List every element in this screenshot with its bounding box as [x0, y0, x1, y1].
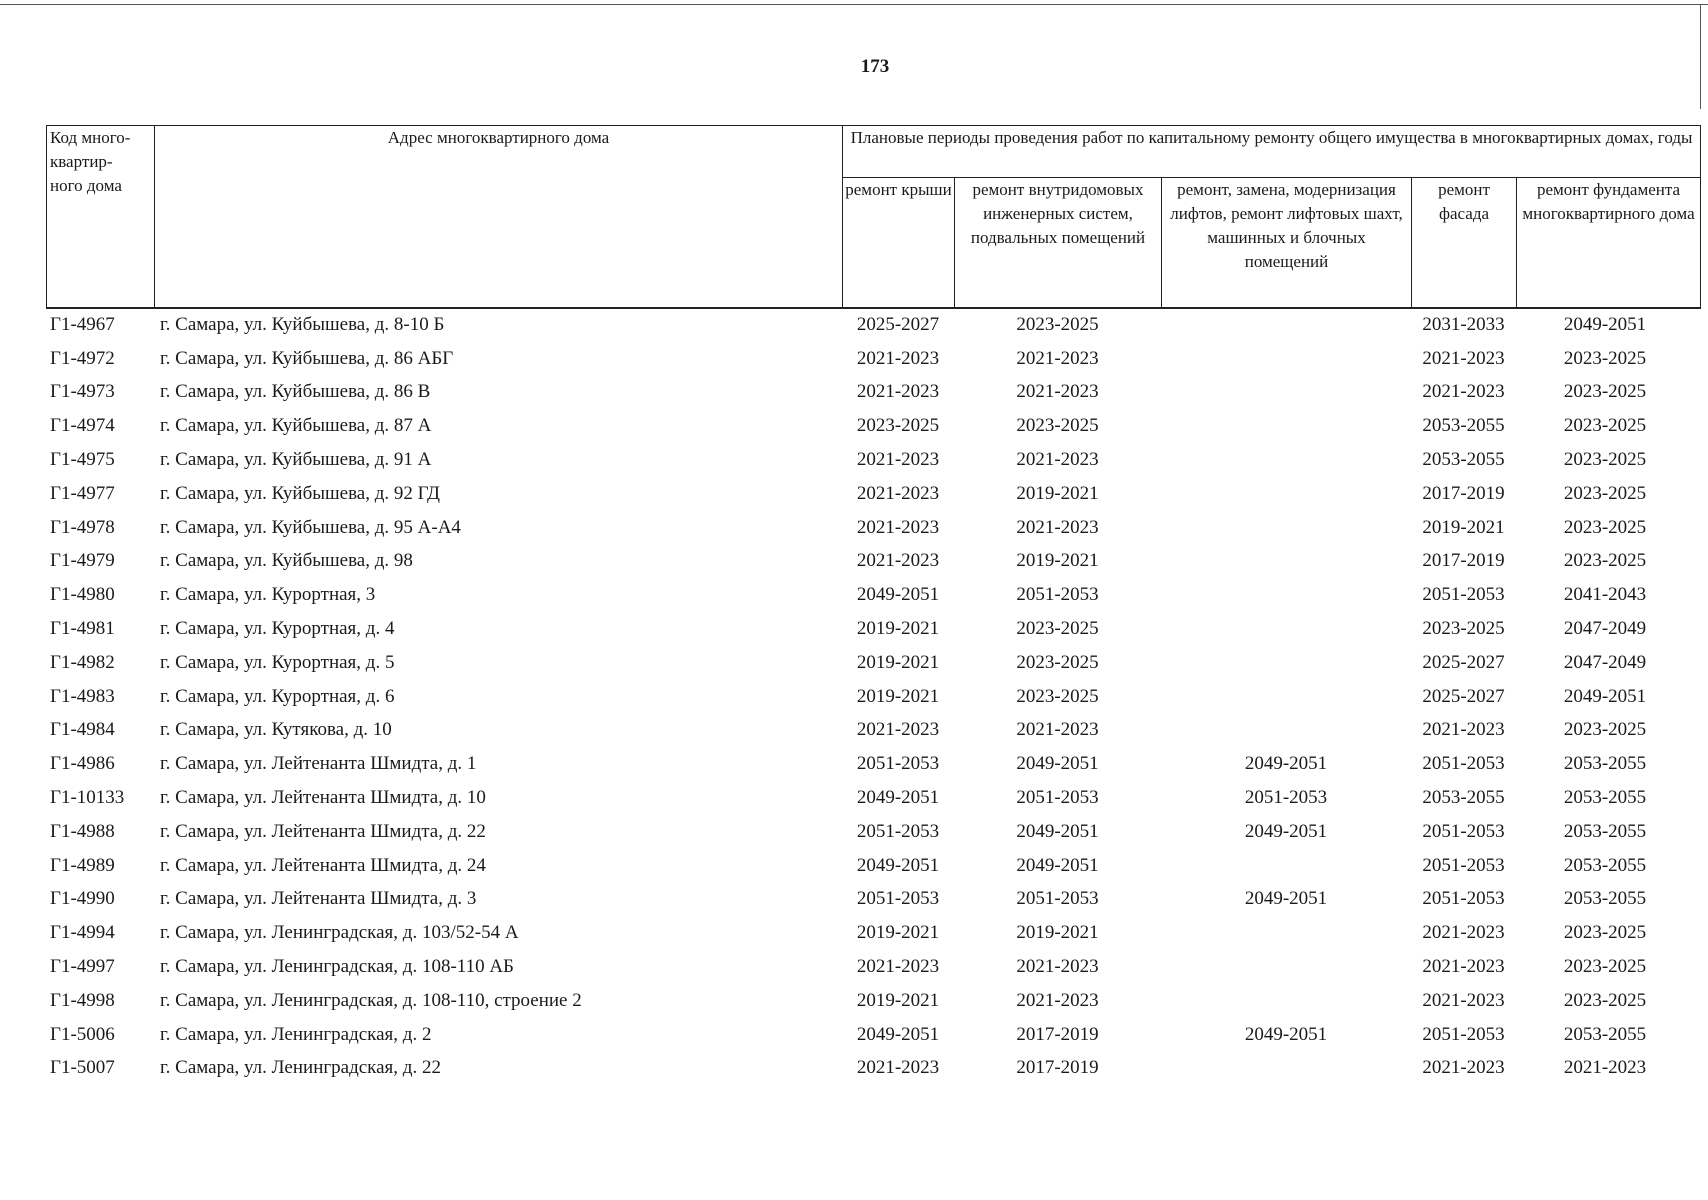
row-engineering: 2023-2025: [1016, 651, 1099, 673]
row-engineering: 2051-2053: [1016, 888, 1099, 910]
row-facade: 2021-2023: [1422, 347, 1505, 369]
row-lifts: 2049-2051: [1244, 753, 1328, 775]
row-code: Г1-4974: [50, 415, 115, 437]
row-address: г. Самара, ул. Лейтенанта Шмидта, д. 24: [160, 854, 486, 876]
row-address: г. Самара, ул. Лейтенанта Шмидта, д. 22: [160, 820, 486, 842]
table-row: [46, 1018, 1700, 1052]
header-facade: [1412, 178, 1517, 308]
row-roof: 2021-2023: [856, 381, 940, 403]
header-code-text: Код много- квартир- ного дома: [50, 128, 131, 195]
row-code: Г1-10133: [50, 787, 125, 809]
row-address: г. Самара, ул. Куйбышева, д. 91 А: [160, 449, 432, 471]
row-facade: 2021-2023: [1422, 381, 1505, 403]
table-body: [46, 308, 1700, 1085]
row-code: Г1-5006: [50, 1023, 115, 1045]
row-lifts: 2049-2051: [1244, 1023, 1328, 1045]
header-engineering-text: ремонт внутридомовых инженерных систем, подвальных помещений: [970, 180, 1146, 247]
header-roof-text: ремонт крыши: [845, 180, 952, 199]
row-address: г. Самара, ул. Куйбышева, д. 87 А: [160, 415, 432, 437]
table-row: [46, 916, 1700, 950]
table-row: [46, 747, 1700, 781]
table-row: [46, 409, 1700, 443]
row-foundation: 2053-2055: [1563, 888, 1647, 910]
table-row: [46, 984, 1700, 1018]
row-roof: 2025-2027: [856, 313, 940, 335]
row-foundation: 2049-2051: [1563, 313, 1647, 335]
row-engineering: 2021-2023: [1016, 719, 1099, 741]
table-row: [46, 781, 1700, 815]
row-address: г. Самара, ул. Курортная, д. 6: [160, 685, 395, 707]
row-roof: 2021-2023: [856, 482, 940, 504]
row-roof: 2021-2023: [856, 347, 940, 369]
table-row: [46, 308, 1700, 342]
row-facade: 2021-2023: [1422, 719, 1505, 741]
row-engineering: 2021-2023: [1016, 347, 1099, 369]
row-facade: 2053-2055: [1422, 415, 1505, 437]
row-facade: 2051-2053: [1422, 820, 1505, 842]
row-roof: 2019-2021: [856, 922, 940, 944]
row-foundation: 2023-2025: [1563, 449, 1647, 471]
table-row: [46, 680, 1700, 714]
row-engineering: 2023-2025: [1016, 313, 1099, 335]
row-foundation: 2021-2023: [1563, 1057, 1647, 1079]
row-foundation: 2023-2025: [1563, 482, 1647, 504]
row-address: г. Самара, ул. Лейтенанта Шмидта, д. 3: [160, 888, 477, 910]
row-foundation: 2047-2049: [1563, 651, 1647, 673]
row-foundation: 2053-2055: [1563, 854, 1647, 876]
header-periods-text: Плановые периоды проведения работ по капитальному ремонту общего имущества в многоквартирных домах, годы: [850, 128, 1693, 147]
row-address: г. Самара, ул. Куйбышева, д. 98: [160, 550, 413, 572]
row-code: Г1-4978: [50, 516, 115, 538]
row-code: Г1-4972: [50, 347, 115, 369]
row-code: Г1-4981: [50, 618, 115, 640]
row-address: г. Самара, ул. Ленинградская, д. 108-110 АБ: [160, 956, 514, 978]
row-roof: 2021-2023: [856, 1057, 940, 1079]
row-facade: 2017-2019: [1422, 482, 1505, 504]
row-foundation: 2041-2043: [1563, 584, 1647, 606]
row-lifts: 2049-2051: [1244, 820, 1328, 842]
table-row: [46, 342, 1700, 376]
header-address-text: Адрес многоквартирного дома: [387, 128, 610, 147]
header-periods: [843, 126, 1701, 178]
row-foundation: 2023-2025: [1563, 381, 1647, 403]
header-engineering: [955, 178, 1162, 308]
row-facade: 2021-2023: [1422, 989, 1505, 1011]
row-foundation: 2023-2025: [1563, 550, 1647, 572]
row-address: г. Самара, ул. Лейтенанта Шмидта, д. 1: [160, 753, 477, 775]
table-row: [46, 815, 1700, 849]
table-row: [46, 646, 1700, 680]
table-row: [46, 950, 1700, 984]
table-row: [46, 477, 1700, 511]
row-foundation: 2023-2025: [1563, 516, 1647, 538]
row-engineering: 2049-2051: [1016, 753, 1099, 775]
row-foundation: 2023-2025: [1563, 989, 1647, 1011]
row-roof: 2051-2053: [856, 820, 940, 842]
table-row: [46, 578, 1700, 612]
row-roof: 2019-2021: [856, 618, 940, 640]
row-facade: 2051-2053: [1422, 854, 1505, 876]
row-engineering: 2023-2025: [1016, 618, 1099, 640]
header-lifts-text: ремонт, замена, модернизация лифтов, ремонт лифтовых шахт, машинных и блочных помещений: [1170, 180, 1403, 271]
row-foundation: 2053-2055: [1563, 753, 1647, 775]
row-address: г. Самара, ул. Курортная, 3: [160, 584, 376, 606]
row-address: г. Самара, ул. Куйбышева, д. 86 В: [160, 381, 431, 403]
header-code: [47, 126, 155, 308]
row-code: Г1-4989: [50, 854, 115, 876]
row-address: г. Самара, ул. Ленинградская, д. 2: [160, 1023, 432, 1045]
row-code: Г1-4984: [50, 719, 115, 741]
table-row: [46, 1052, 1700, 1086]
row-roof: 2019-2021: [856, 989, 940, 1011]
top-border-line: [0, 4, 1708, 5]
row-engineering: 2051-2053: [1016, 787, 1099, 809]
row-address: г. Самара, ул. Лейтенанта Шмидта, д. 10: [160, 787, 486, 809]
row-code: Г1-5007: [50, 1057, 115, 1079]
row-engineering: 2017-2019: [1016, 1057, 1099, 1079]
row-roof: 2021-2023: [856, 516, 940, 538]
row-roof: 2021-2023: [856, 956, 940, 978]
row-address: г. Самара, ул. Ленинградская, д. 108-110, строение 2: [160, 989, 582, 1011]
row-engineering: 2023-2025: [1016, 415, 1099, 437]
header-facade-text: ремонт фасада: [1438, 180, 1490, 223]
row-facade: 2021-2023: [1422, 922, 1505, 944]
row-facade: 2051-2053: [1422, 1023, 1505, 1045]
table-row: [46, 883, 1700, 917]
row-engineering: 2019-2021: [1016, 922, 1099, 944]
row-engineering: 2021-2023: [1016, 989, 1099, 1011]
row-facade: 2051-2053: [1422, 753, 1505, 775]
row-facade: 2053-2055: [1422, 449, 1505, 471]
row-facade: 2021-2023: [1422, 1057, 1505, 1079]
row-roof: 2021-2023: [856, 550, 940, 572]
table-row: [46, 545, 1700, 579]
row-code: Г1-4998: [50, 989, 115, 1011]
header-lifts: [1162, 178, 1412, 308]
row-code: Г1-4990: [50, 888, 115, 910]
row-facade: 2031-2033: [1422, 313, 1505, 335]
row-facade: 2025-2027: [1422, 651, 1505, 673]
row-engineering: 2049-2051: [1016, 820, 1099, 842]
row-engineering: 2051-2053: [1016, 584, 1099, 606]
row-facade: 2051-2053: [1422, 888, 1505, 910]
row-facade: 2017-2019: [1422, 550, 1505, 572]
row-foundation: 2023-2025: [1563, 922, 1647, 944]
row-address: г. Самара, ул. Курортная, д. 5: [160, 651, 395, 673]
row-engineering: 2049-2051: [1016, 854, 1099, 876]
row-foundation: 2023-2025: [1563, 719, 1647, 741]
row-foundation: 2023-2025: [1563, 956, 1647, 978]
row-roof: 2021-2023: [856, 449, 940, 471]
row-engineering: 2019-2021: [1016, 482, 1099, 504]
row-engineering: 2021-2023: [1016, 956, 1099, 978]
row-code: Г1-4977: [50, 482, 115, 504]
row-foundation: 2049-2051: [1563, 685, 1647, 707]
table-row: [46, 443, 1700, 477]
row-roof: 2049-2051: [856, 584, 940, 606]
row-engineering: 2021-2023: [1016, 516, 1099, 538]
row-facade: 2019-2021: [1422, 516, 1505, 538]
row-code: Г1-4975: [50, 449, 115, 471]
row-lifts: 2051-2053: [1244, 787, 1328, 809]
table-row: [46, 849, 1700, 883]
row-roof: 2049-2051: [856, 1023, 940, 1045]
row-foundation: 2023-2025: [1563, 347, 1647, 369]
row-address: г. Самара, ул. Куйбышева, д. 8-10 Б: [160, 313, 445, 335]
table-header: [46, 125, 1701, 309]
row-code: Г1-4979: [50, 550, 115, 572]
row-address: г. Самара, ул. Куйбышева, д. 95 А-А4: [160, 516, 461, 538]
row-facade: 2021-2023: [1422, 956, 1505, 978]
row-address: г. Самара, ул. Ленинградская, д. 103/52-54 А: [160, 922, 519, 944]
row-engineering: 2023-2025: [1016, 685, 1099, 707]
row-code: Г1-4997: [50, 956, 115, 978]
row-foundation: 2023-2025: [1563, 415, 1647, 437]
table-row: [46, 612, 1700, 646]
row-foundation: 2047-2049: [1563, 618, 1647, 640]
row-code: Г1-4982: [50, 651, 115, 673]
row-engineering: 2021-2023: [1016, 449, 1099, 471]
row-foundation: 2053-2055: [1563, 787, 1647, 809]
row-roof: 2049-2051: [856, 854, 940, 876]
right-border-line: [1700, 4, 1701, 109]
row-address: г. Самара, ул. Куйбышева, д. 86 АБГ: [160, 347, 454, 369]
row-roof: 2019-2021: [856, 651, 940, 673]
header-address: [155, 126, 843, 308]
row-code: Г1-4983: [50, 685, 115, 707]
row-roof: 2051-2053: [856, 888, 940, 910]
row-lifts: 2049-2051: [1244, 888, 1328, 910]
row-roof: 2019-2021: [856, 685, 940, 707]
row-address: г. Самара, ул. Куйбышева, д. 92 ГД: [160, 482, 440, 504]
row-code: Г1-4994: [50, 922, 115, 944]
row-code: Г1-4988: [50, 820, 115, 842]
row-roof: 2021-2023: [856, 719, 940, 741]
row-roof: 2051-2053: [856, 753, 940, 775]
row-engineering: 2017-2019: [1016, 1023, 1099, 1045]
row-engineering: 2021-2023: [1016, 381, 1099, 403]
row-roof: 2049-2051: [856, 787, 940, 809]
table-row: [46, 511, 1700, 545]
header-foundation: [1517, 178, 1701, 308]
row-facade: 2023-2025: [1422, 618, 1505, 640]
row-address: г. Самара, ул. Курортная, д. 4: [160, 618, 395, 640]
row-code: Г1-4967: [50, 313, 115, 335]
row-facade: 2051-2053: [1422, 584, 1505, 606]
row-code: Г1-4973: [50, 381, 115, 403]
row-address: г. Самара, ул. Кутякова, д. 10: [160, 719, 392, 741]
row-engineering: 2019-2021: [1016, 550, 1099, 572]
row-code: Г1-4986: [50, 753, 115, 775]
row-code: Г1-4980: [50, 584, 115, 606]
row-address: г. Самара, ул. Ленинградская, д. 22: [160, 1057, 441, 1079]
row-facade: 2025-2027: [1422, 685, 1505, 707]
table-row: [46, 714, 1700, 748]
row-foundation: 2053-2055: [1563, 820, 1647, 842]
row-roof: 2023-2025: [856, 415, 940, 437]
row-facade: 2053-2055: [1422, 787, 1505, 809]
table-row: [46, 376, 1700, 410]
header-roof: [843, 178, 955, 308]
row-foundation: 2053-2055: [1563, 1023, 1647, 1045]
header-foundation-text: ремонт фундамента многоквартирного дома: [1522, 180, 1695, 223]
page-number: 173: [860, 56, 890, 77]
